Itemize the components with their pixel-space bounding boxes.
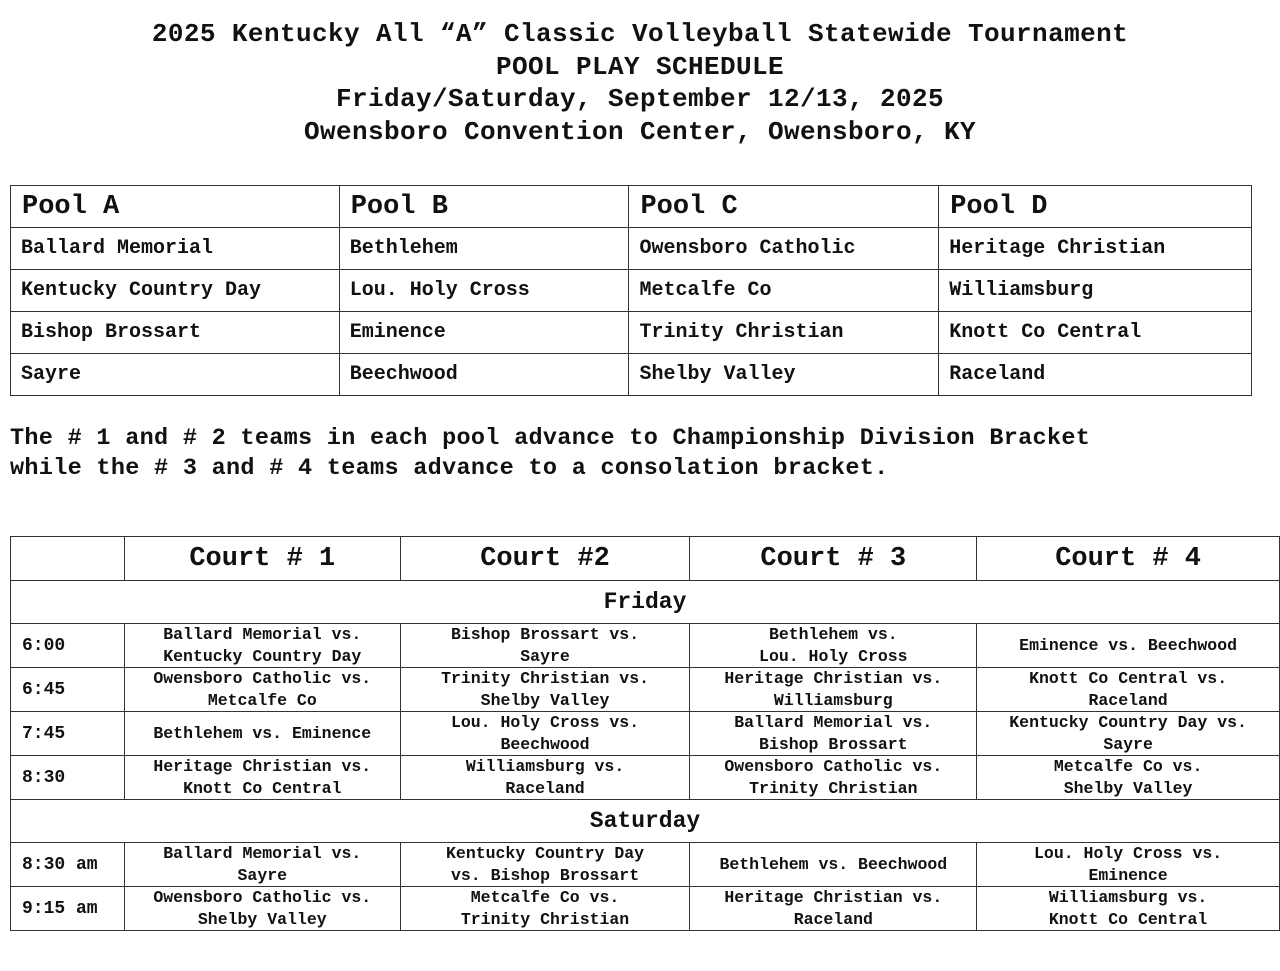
match-row — [11, 668, 1280, 712]
match-line: Beechwood — [500, 734, 590, 754]
court-header: Court # 3 — [690, 537, 977, 581]
match-line: Owensboro Catholic vs. — [724, 757, 943, 776]
match-line: Bethlehem vs. Eminence — [153, 723, 372, 743]
match-cell — [124, 668, 400, 712]
match-line: Trinity Christian — [460, 909, 630, 929]
match-line: Raceland — [1088, 690, 1168, 710]
page-subtitle: POOL PLAY SCHEDULE — [495, 51, 785, 82]
match-line: Ballard Memorial vs. — [734, 713, 933, 732]
match-line: Kentucky Country Day vs. — [1009, 713, 1247, 732]
friday-header-row — [11, 581, 1280, 624]
match-line: Sayre — [1103, 734, 1153, 754]
pool-team: Trinity Christian — [629, 312, 939, 354]
pool-team: Raceland — [939, 354, 1252, 396]
pool-team: Sayre — [11, 354, 340, 396]
match-line: Lou. Holy Cross — [759, 646, 908, 666]
match-cell — [977, 668, 1280, 712]
match-line: Bethlehem vs. Beechwood — [719, 854, 948, 874]
pool-team: Bethlehem — [339, 228, 629, 270]
match-line: Heritage Christian vs. — [153, 757, 372, 776]
match-line: Knott Co Central — [1048, 909, 1208, 929]
note-line: The # 1 and # 2 teams in each pool advance to Championship Division Bracket — [10, 425, 1091, 452]
day-header: Friday — [11, 581, 1280, 624]
match-time: 9:15 am — [11, 887, 125, 931]
pool-team: Owensboro Catholic — [629, 228, 939, 270]
match-line: Bishop Brossart vs. — [450, 625, 640, 644]
match-row — [11, 843, 1280, 887]
pool-team: Metcalfe Co — [629, 270, 939, 312]
pool-team: Williamsburg — [939, 270, 1252, 312]
match-line: Kentucky Country Day — [446, 844, 645, 863]
match-cell — [124, 756, 400, 800]
match-time: 6:00 — [11, 624, 125, 668]
match-row — [11, 624, 1280, 668]
match-cell — [124, 887, 400, 931]
match-row — [11, 712, 1280, 756]
match-cell — [400, 843, 690, 887]
match-line: Williamsburg — [773, 690, 893, 710]
match-line: Raceland — [505, 778, 585, 798]
match-line: Owensboro Catholic vs. — [153, 669, 372, 688]
pool-team: Shelby Valley — [629, 354, 939, 396]
match-line: Williamsburg vs. — [1048, 888, 1208, 907]
match-line: Raceland — [793, 909, 873, 929]
match-cell — [400, 756, 690, 800]
court-header: Court #2 — [400, 537, 690, 581]
pools-header-row — [11, 186, 1252, 228]
match-cell — [124, 712, 400, 756]
match-time: 8:30 — [11, 756, 125, 800]
day-header: Saturday — [11, 800, 1280, 843]
pool-team: Lou. Holy Cross — [339, 270, 629, 312]
pool-team: Heritage Christian — [939, 228, 1252, 270]
match-cell — [977, 887, 1280, 931]
match-line: Owensboro Catholic vs. — [153, 888, 372, 907]
match-row — [11, 887, 1280, 931]
match-line: Kentucky Country Day — [163, 646, 362, 666]
pool-team: Ballard Memorial — [11, 228, 340, 270]
event-dates: Friday/Saturday, September 12/13, 2025 — [335, 84, 945, 114]
match-cell — [977, 712, 1280, 756]
pool-team: Beechwood — [339, 354, 629, 396]
match-cell — [690, 668, 977, 712]
pool-row — [11, 228, 1252, 270]
match-line: vs. Bishop Brossart — [450, 865, 640, 885]
page-title: 2025 Kentucky All “A” Classic Volleyball Statewide Tournament — [151, 19, 1129, 49]
match-cell — [400, 668, 690, 712]
match-line: Bishop Brossart — [759, 734, 908, 754]
match-time: 6:45 — [11, 668, 125, 712]
match-line: Metcalfe Co — [207, 690, 317, 710]
pool-team: Eminence — [339, 312, 629, 354]
match-line: Trinity Christian vs. — [441, 669, 649, 688]
pool-header: Pool C — [629, 186, 939, 228]
pools-table — [10, 185, 1252, 396]
court-header: Court # 4 — [977, 537, 1280, 581]
pool-team: Bishop Brossart — [11, 312, 340, 354]
match-line: Shelby Valley — [1063, 778, 1193, 798]
match-line: Lou. Holy Cross vs. — [1034, 844, 1223, 863]
pool-header: Pool A — [11, 186, 340, 228]
match-line: Shelby Valley — [480, 690, 610, 710]
saturday-header-row — [11, 800, 1280, 843]
match-cell — [400, 712, 690, 756]
match-line: Bethlehem vs. — [768, 625, 898, 644]
pool-header: Pool D — [939, 186, 1252, 228]
pool-team: Kentucky Country Day — [11, 270, 340, 312]
pool-header: Pool B — [339, 186, 629, 228]
match-line: Eminence vs. Beechwood — [1019, 635, 1238, 655]
match-cell — [690, 843, 977, 887]
court-header: Court # 1 — [124, 537, 400, 581]
match-cell — [690, 624, 977, 668]
match-cell — [977, 843, 1280, 887]
match-line: Knott Co Central vs. — [1029, 669, 1228, 688]
match-cell — [400, 887, 690, 931]
match-cell — [690, 756, 977, 800]
time-header-blank — [11, 537, 125, 581]
match-cell — [690, 712, 977, 756]
match-line: Eminence — [1088, 865, 1168, 885]
match-cell — [400, 624, 690, 668]
match-cell — [977, 624, 1280, 668]
pool-row — [11, 270, 1252, 312]
match-line: Knott Co Central — [183, 778, 342, 798]
pool-row — [11, 312, 1252, 354]
match-cell — [124, 843, 400, 887]
document-header — [0, 18, 1280, 148]
schedule-table — [10, 536, 1280, 931]
match-cell — [690, 887, 977, 931]
match-row — [11, 756, 1280, 800]
match-line: Ballard Memorial vs. — [163, 844, 362, 863]
match-line: Lou. Holy Cross vs. — [450, 713, 640, 732]
event-venue: Owensboro Convention Center, Owensboro, KY — [303, 116, 977, 147]
match-line: Heritage Christian vs. — [724, 888, 943, 907]
match-cell — [977, 756, 1280, 800]
match-line: Trinity Christian — [749, 778, 918, 798]
match-line: Shelby Valley — [197, 909, 327, 929]
courts-header-row — [11, 537, 1280, 581]
match-line: Williamsburg vs. — [465, 757, 625, 776]
match-line: Heritage Christian vs. — [724, 669, 943, 688]
pool-row — [11, 354, 1252, 396]
match-time: 8:30 am — [11, 843, 125, 887]
pool-team: Knott Co Central — [939, 312, 1252, 354]
match-line: Sayre — [237, 865, 288, 885]
match-cell — [124, 624, 400, 668]
match-time: 7:45 — [11, 712, 125, 756]
advancement-note — [10, 424, 1270, 484]
match-line: Ballard Memorial vs. — [163, 625, 362, 644]
match-line: Sayre — [520, 646, 570, 666]
match-line: Metcalfe Co vs. — [470, 888, 620, 907]
match-line: Metcalfe Co vs. — [1053, 757, 1203, 776]
note-line: while the # 3 and # 4 teams advance to a consolation bracket. — [10, 455, 889, 482]
